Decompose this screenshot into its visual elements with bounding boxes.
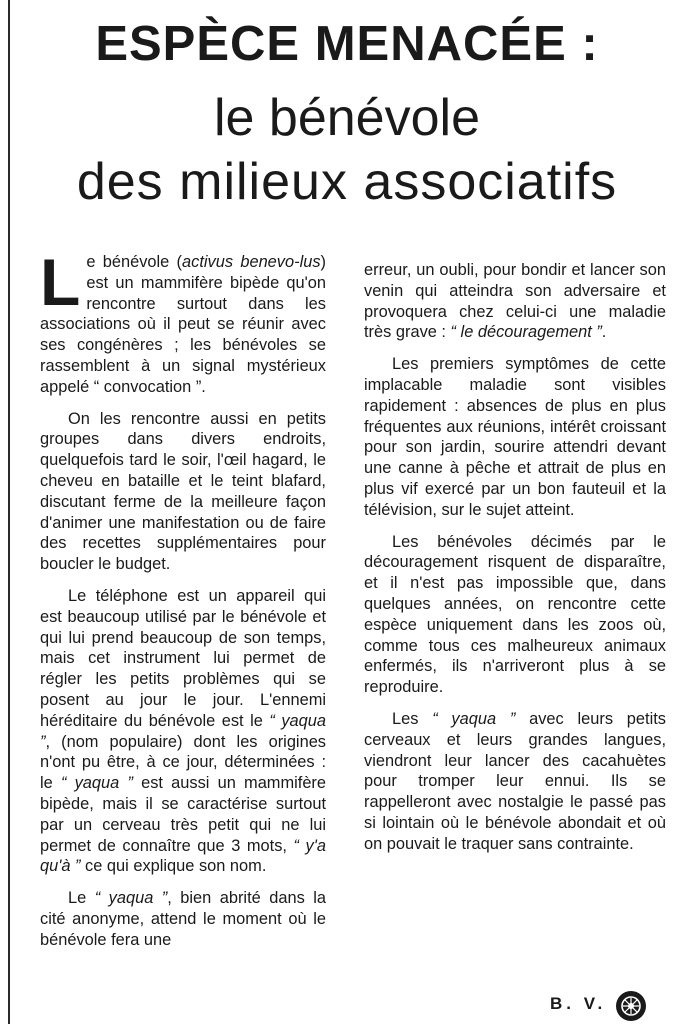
- paragraph-telephone: [40, 586, 326, 877]
- headline-line-3: des milieux associatifs: [76, 153, 618, 211]
- paragraph-symptoms: Les premiers symptômes de cette implacable maladie sont visibles rapidement : absences de plus en plus fréquentes aux réunions, intérêt croissant pour son jardin, sourire attendri devant une canne à pêche et attrait de plus en plus vif exercé par un bon fauteuil et la télévision, sur le sujet atteint.: [364, 355, 666, 519]
- right-column: [364, 260, 666, 855]
- text-span: Les: [392, 709, 433, 728]
- text-span: , (nom populaire) dont les origines n'ont pu être, à ce jour, déterminées : le: [40, 732, 326, 793]
- left-column: [40, 245, 327, 951]
- drop-cap: L: [40, 245, 81, 319]
- author-signature: B. V.: [550, 994, 607, 1013]
- paragraph-yaqua-waits: [40, 888, 326, 950]
- text-span: , bien abrité dans la cité anonyme, attend le moment où le bénévole fera une: [40, 889, 326, 949]
- paragraph-extinction: Les bénévoles décimés par le découragement risquent de disparaître, et il n'est pas impossible que, dans quelques années, on rencontre cette espèce uniquement dans les zoos où, comme tous ces malheureux animaux enfermés, ils n'arriveront plus à se reproduire.: [364, 532, 666, 697]
- round-emblem-icon: [614, 990, 648, 1022]
- text-span: avec leurs petits cerveaux et leurs grandes langues, viendront leur lancer des cacahuètes pour tromper leur ennui. Ils se rappelleront avec nostalgie le passé pas si lointain où le bénévole abondait et où on pouvait le traquer sans contrainte.: [364, 709, 666, 853]
- text-span: e bénévole (: [86, 253, 183, 271]
- text-span: .: [601, 323, 607, 342]
- yaqua-term: “ yaqua ”: [40, 711, 326, 751]
- left-border-rule: [8, 0, 10, 1024]
- headline-line-1: ESPÈCE MENACÉE :: [95, 17, 599, 71]
- text-span: est aussi un mammifère bipède, mais il se caractérise surtout par un cerveau très petit qui ne lui permet de connaître que 3 mots,: [40, 774, 327, 855]
- paragraph-intro: [40, 245, 326, 398]
- yaqua-quote: “ y'a qu'à ”: [40, 836, 326, 876]
- paragraph-peanuts: [364, 709, 666, 855]
- paragraph-groups: On les rencontre aussi en petits groupes dans divers endroits, quelquefois tard le soir, l'œil hagard, le cheveu en bataille et le teint blafard, discutant ferme de la meilleure façon d'animer une manifestation ou de faire des recettes supplémentaires pour boucler le budget.: [40, 409, 326, 574]
- text-span: Le téléphone est un appareil qui est beaucoup utilisé par le bénévole et qui lui prend beaucoup de son temps, mais cet instrument lui permet de régler les petits problèmes qui se posent au jour le jour. L'ennemi héréditaire du bénévole est le: [40, 586, 326, 730]
- text-span: Le: [68, 889, 95, 908]
- paragraph-continuation: [364, 260, 666, 343]
- text-span: ) est un mammifère bipède qu'on rencontre surtout dans les associations où il peut se réunir avec ses congénères ; les bénévoles se rassemblent à un signal mystérieux appelé “ convocation ”.: [40, 253, 326, 396]
- yaqua-term: “ yaqua ”: [94, 889, 168, 908]
- yaqua-term: “ yaqua ”: [432, 709, 516, 728]
- latin-name: activus benevo-lus: [182, 253, 321, 271]
- headline-line-2: le bénévole: [214, 89, 480, 147]
- yaqua-term: “ yaqua ”: [60, 774, 133, 793]
- text-span: ce qui explique son nom.: [80, 857, 267, 876]
- text-span: erreur, un oubli, pour bondir et lancer son venin qui atteindra son adversaire et provoquera chez celui-ci une maladie très grave :: [364, 261, 666, 342]
- discouragement-term: “ le découragement ”: [450, 323, 602, 342]
